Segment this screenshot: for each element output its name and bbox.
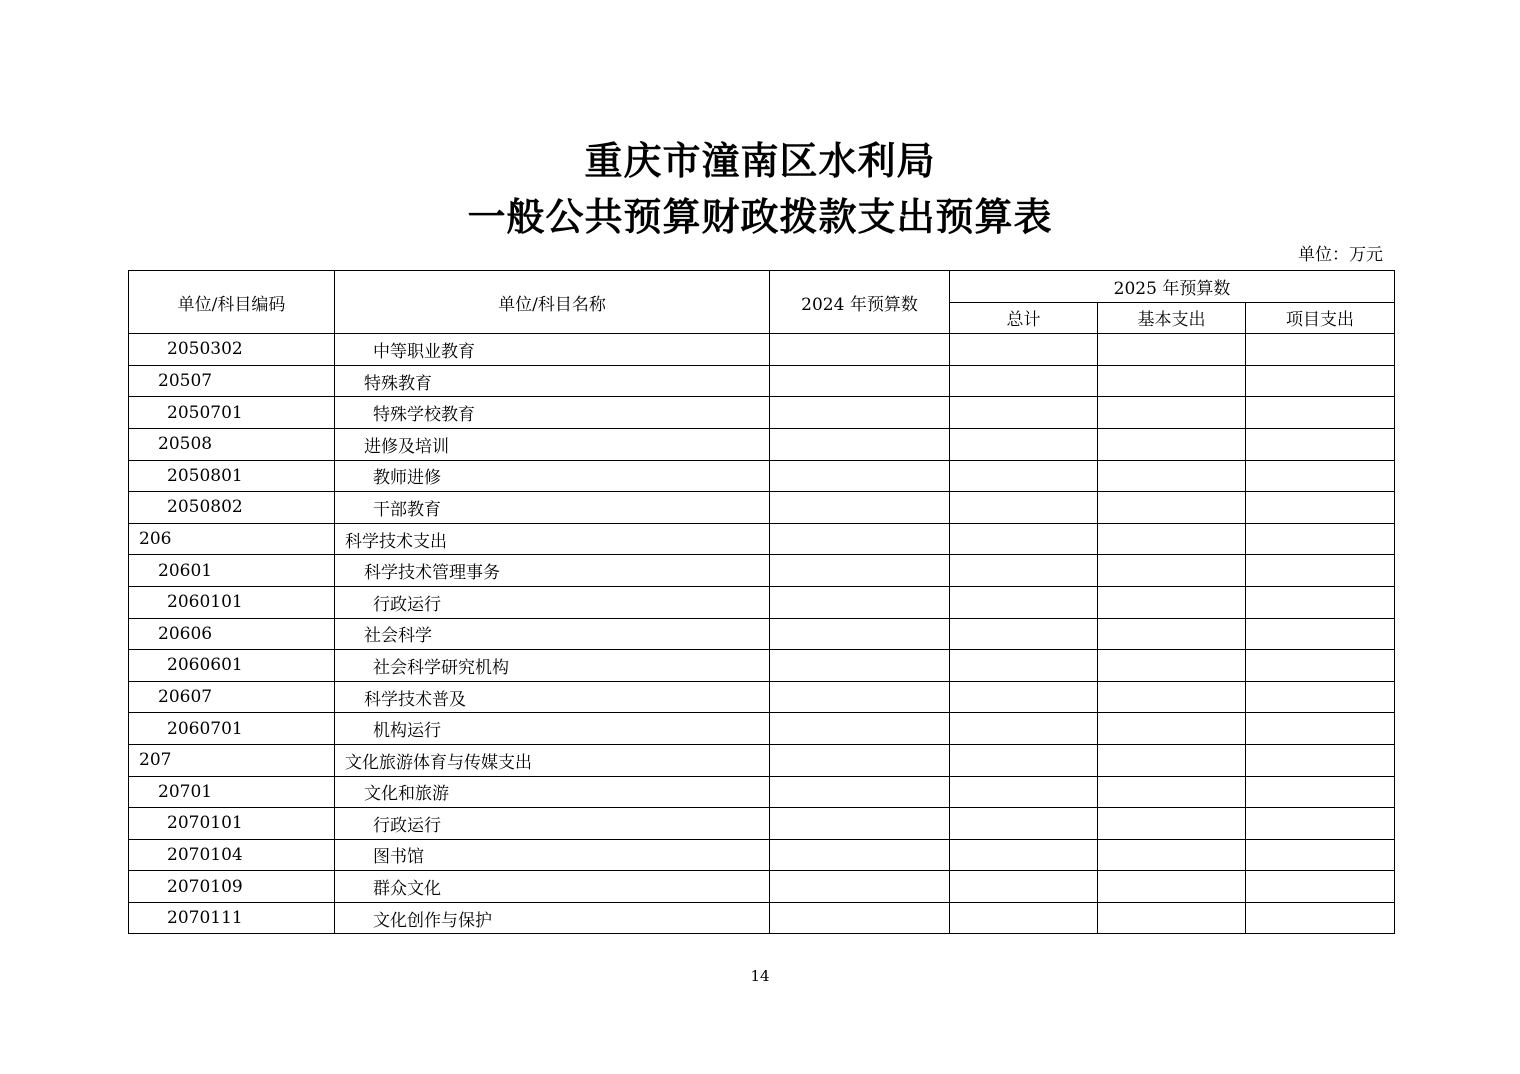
basic-cell xyxy=(1098,492,1246,524)
row-code: 2050701 xyxy=(129,397,335,429)
total-cell xyxy=(950,618,1098,650)
row-name: 群众文化 xyxy=(335,871,770,903)
total-cell xyxy=(950,650,1098,682)
basic-cell xyxy=(1098,650,1246,682)
budget-2024-cell xyxy=(770,871,950,903)
row-name: 特殊学校教育 xyxy=(335,397,770,429)
header-name: 单位/科目名称 xyxy=(335,271,770,334)
budget-2024-cell xyxy=(770,744,950,776)
total-cell xyxy=(950,365,1098,397)
header-total: 总计 xyxy=(950,302,1098,334)
budget-2024-cell xyxy=(770,618,950,650)
total-cell xyxy=(950,586,1098,618)
project-cell xyxy=(1246,586,1395,618)
basic-cell xyxy=(1098,555,1246,587)
table-row xyxy=(129,365,1395,397)
row-name: 干部教育 xyxy=(335,492,770,524)
row-name: 机构运行 xyxy=(335,713,770,745)
project-cell xyxy=(1246,523,1395,555)
row-code: 207 xyxy=(129,744,335,776)
row-code: 2050802 xyxy=(129,492,335,524)
page-title-line-1: 重庆市潼南区水利局 xyxy=(584,138,936,183)
project-cell xyxy=(1246,397,1395,429)
project-cell xyxy=(1246,871,1395,903)
table-row xyxy=(129,902,1395,934)
table-row xyxy=(129,428,1395,460)
row-code: 2060701 xyxy=(129,713,335,745)
budget-2024-cell xyxy=(770,839,950,871)
project-cell xyxy=(1246,808,1395,840)
basic-cell xyxy=(1098,618,1246,650)
table-row xyxy=(129,397,1395,429)
row-name: 中等职业教育 xyxy=(335,334,770,366)
table-row xyxy=(129,586,1395,618)
budget-2024-cell xyxy=(770,492,950,524)
basic-cell xyxy=(1098,397,1246,429)
basic-cell xyxy=(1098,713,1246,745)
project-cell xyxy=(1246,334,1395,366)
table-row xyxy=(129,776,1395,808)
basic-cell xyxy=(1098,902,1246,934)
project-cell xyxy=(1246,776,1395,808)
total-cell xyxy=(950,871,1098,903)
row-name: 科学技术支出 xyxy=(335,523,770,555)
table-row xyxy=(129,492,1395,524)
project-cell xyxy=(1246,744,1395,776)
row-code: 2070104 xyxy=(129,839,335,871)
basic-cell xyxy=(1098,839,1246,871)
row-code: 2060101 xyxy=(129,586,335,618)
table-row xyxy=(129,334,1395,366)
basic-cell xyxy=(1098,460,1246,492)
table-row xyxy=(129,460,1395,492)
budget-2024-cell xyxy=(770,523,950,555)
total-cell xyxy=(950,681,1098,713)
row-name: 特殊教育 xyxy=(335,365,770,397)
row-name: 行政运行 xyxy=(335,808,770,840)
budget-2024-cell xyxy=(770,334,950,366)
row-code: 20701 xyxy=(129,776,335,808)
basic-cell xyxy=(1098,365,1246,397)
header-basic: 基本支出 xyxy=(1098,302,1246,334)
budget-2024-cell xyxy=(770,397,950,429)
budget-2024-cell xyxy=(770,808,950,840)
basic-cell xyxy=(1098,744,1246,776)
header-project: 项目支出 xyxy=(1246,302,1395,334)
table-row xyxy=(129,555,1395,587)
row-name: 教师进修 xyxy=(335,460,770,492)
table-row xyxy=(129,618,1395,650)
table-row xyxy=(129,523,1395,555)
basic-cell xyxy=(1098,871,1246,903)
basic-cell xyxy=(1098,808,1246,840)
budget-2024-cell xyxy=(770,428,950,460)
table-row xyxy=(129,808,1395,840)
table-body xyxy=(129,334,1395,934)
total-cell xyxy=(950,744,1098,776)
page-number: 14 xyxy=(750,967,770,985)
table-row xyxy=(129,650,1395,682)
project-cell xyxy=(1246,681,1395,713)
basic-cell xyxy=(1098,523,1246,555)
project-cell xyxy=(1246,902,1395,934)
row-code: 2070109 xyxy=(129,871,335,903)
project-cell xyxy=(1246,618,1395,650)
budget-2024-cell xyxy=(770,650,950,682)
total-cell xyxy=(950,555,1098,587)
row-name: 图书馆 xyxy=(335,839,770,871)
budget-2024-cell xyxy=(770,586,950,618)
row-code: 2050302 xyxy=(129,334,335,366)
row-name: 社会科学 xyxy=(335,618,770,650)
row-code: 2050801 xyxy=(129,460,335,492)
row-name: 文化和旅游 xyxy=(335,776,770,808)
row-code: 20606 xyxy=(129,618,335,650)
total-cell xyxy=(950,334,1098,366)
budget-2024-cell xyxy=(770,681,950,713)
total-cell xyxy=(950,428,1098,460)
row-name: 科学技术管理事务 xyxy=(335,555,770,587)
row-name: 文化旅游体育与传媒支出 xyxy=(335,744,770,776)
total-cell xyxy=(950,523,1098,555)
project-cell xyxy=(1246,428,1395,460)
budget-2024-cell xyxy=(770,713,950,745)
basic-cell xyxy=(1098,428,1246,460)
row-code: 20507 xyxy=(129,365,335,397)
row-code: 2060601 xyxy=(129,650,335,682)
basic-cell xyxy=(1098,586,1246,618)
project-cell xyxy=(1246,555,1395,587)
project-cell xyxy=(1246,650,1395,682)
total-cell xyxy=(950,808,1098,840)
total-cell xyxy=(950,839,1098,871)
budget-2024-cell xyxy=(770,460,950,492)
project-cell xyxy=(1246,713,1395,745)
project-cell xyxy=(1246,839,1395,871)
budget-table xyxy=(128,270,1395,934)
unit-label: 单位：万元 xyxy=(1298,245,1383,265)
row-code: 206 xyxy=(129,523,335,555)
header-budget-2025: 2025 年预算数 xyxy=(950,271,1395,303)
row-name: 社会科学研究机构 xyxy=(335,650,770,682)
project-cell xyxy=(1246,460,1395,492)
row-code: 2070111 xyxy=(129,902,335,934)
basic-cell xyxy=(1098,334,1246,366)
row-name: 行政运行 xyxy=(335,586,770,618)
budget-2024-cell xyxy=(770,902,950,934)
row-code: 20601 xyxy=(129,555,335,587)
header-budget-2024: 2024 年预算数 xyxy=(770,271,950,334)
total-cell xyxy=(950,397,1098,429)
total-cell xyxy=(950,776,1098,808)
row-name: 科学技术普及 xyxy=(335,681,770,713)
row-name: 进修及培训 xyxy=(335,428,770,460)
budget-2024-cell xyxy=(770,365,950,397)
basic-cell xyxy=(1098,681,1246,713)
budget-2024-cell xyxy=(770,776,950,808)
total-cell xyxy=(950,460,1098,492)
header-code: 单位/科目编码 xyxy=(129,271,335,334)
row-code: 20607 xyxy=(129,681,335,713)
project-cell xyxy=(1246,365,1395,397)
total-cell xyxy=(950,902,1098,934)
row-name: 文化创作与保护 xyxy=(335,902,770,934)
row-code: 2070101 xyxy=(129,808,335,840)
table-row xyxy=(129,839,1395,871)
row-code: 20508 xyxy=(129,428,335,460)
project-cell xyxy=(1246,492,1395,524)
table-row xyxy=(129,871,1395,903)
table-row xyxy=(129,681,1395,713)
budget-2024-cell xyxy=(770,555,950,587)
total-cell xyxy=(950,492,1098,524)
table-row xyxy=(129,713,1395,745)
page-title-line-2: 一般公共预算财政拨款支出预算表 xyxy=(467,194,1053,239)
total-cell xyxy=(950,713,1098,745)
basic-cell xyxy=(1098,776,1246,808)
table-row xyxy=(129,744,1395,776)
